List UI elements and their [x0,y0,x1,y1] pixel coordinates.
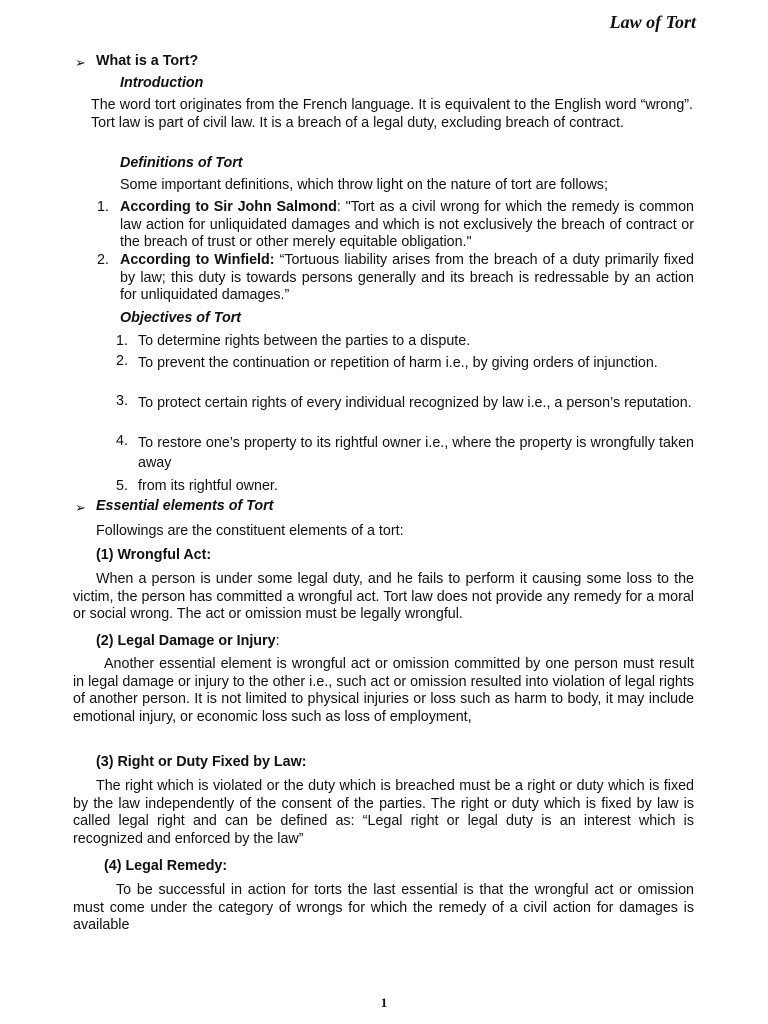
definition-text: “Tortuous liability arises from the breach of a duty primarily fixed by law; this duty is towards persons generally and its breach is redressable by an action for unliquidated damages.” [120,252,694,304]
element-paragraph: The right which is violated or the duty which is breached must be a right or duty which is fixed by the law independently of the consent of the parties. The right or duty which is fixed by law is called legal right and can be defined as: “Legal right or legal duty is an interest which is recognized and enforced by the law” [73,778,694,847]
definition-number: 2. [97,252,109,268]
element-paragraph: When a person is under some legal duty, and he fails to perform it causing some loss to the victim, the person has committed a wrongful act. Tort law does not provide any remedy for a moral or social wrong. The act or omission must be legally wrongful. [73,571,694,623]
objective-item: from its rightful owner. [138,478,278,494]
paragraph-introduction: The word tort originates from the French language. It is equivalent to the English word “wrong”. Tort law is part of civil law. It is a breach of a legal duty, excluding breach of contract. [91,97,693,131]
element-paragraph: Another essential element is wrongful act or omission committed by one person must result in legal damage or injury to the other i.e., such act or omission resulted into violation of legal rights of another person. It is not limited to physical injuries or loss such as harm to body, it may include emotional injury, or economic loss such as loss of employment, [73,656,694,725]
heading-introduction: Introduction [120,75,204,91]
definition-number: 1. [97,199,109,215]
arrow-bullet-icon: ➢ [75,55,86,70]
objective-number: 1. [116,333,128,349]
definitions-intro: Some important definitions, which throw light on the nature of tort are follows; [120,177,608,193]
objective-item: To protect certain rights of every individual recognized by law i.e., a person’s reputation. [138,395,692,411]
objective-number: 4. [116,433,128,449]
page-number: 1 [380,995,388,1010]
definition-item [120,199,694,252]
element-heading-legal-damage: (2) Legal Damage or Injury: [96,633,280,649]
element-heading-wrongful-act: (1) Wrongful Act: [96,547,212,563]
arrow-bullet-icon: ➢ [75,500,86,515]
section-title-essential-elements: Essential elements of Tort [96,498,274,514]
definition-label: According to Winfield: [120,252,275,268]
element-heading-right-or-duty: (3) Right or Duty Fixed by Law: [96,754,307,770]
definition-label: According to Sir John Salmond [120,199,337,215]
objective-number: 2. [116,353,128,369]
element-heading-legal-remedy: (4) Legal Remedy: [104,858,228,874]
elements-intro: Followings are the constituent elements of a tort: [96,523,404,539]
objective-number: 3. [116,393,128,409]
objective-item: To restore one’s property to its rightful owner i.e., where the property is wrongfully taken away [138,435,694,471]
objective-item: To prevent the continuation or repetition of harm i.e., by giving orders of injunction. [138,355,658,371]
section-title-what-is-tort: What is a Tort? [96,53,199,69]
definition-item [120,252,694,305]
definition-text: : "Tort as a civil wrong for which the remedy is common law action for unliquidated damages and which is not exclusively the breach of contract or the breach of trust or other merely equitable obligation." [120,199,694,251]
heading-objectives: Objectives of Tort [120,310,242,326]
heading-definitions: Definitions of Tort [120,155,243,171]
objective-item: To determine rights between the parties to a dispute. [138,333,471,349]
objective-number: 5. [116,478,128,494]
running-header: Law of Tort [609,12,696,32]
element-paragraph: To be successful in action for torts the last essential is that the wrongful act or omission must come under the category of wrongs for which the remedy of a civil action for damages is available [73,882,694,934]
